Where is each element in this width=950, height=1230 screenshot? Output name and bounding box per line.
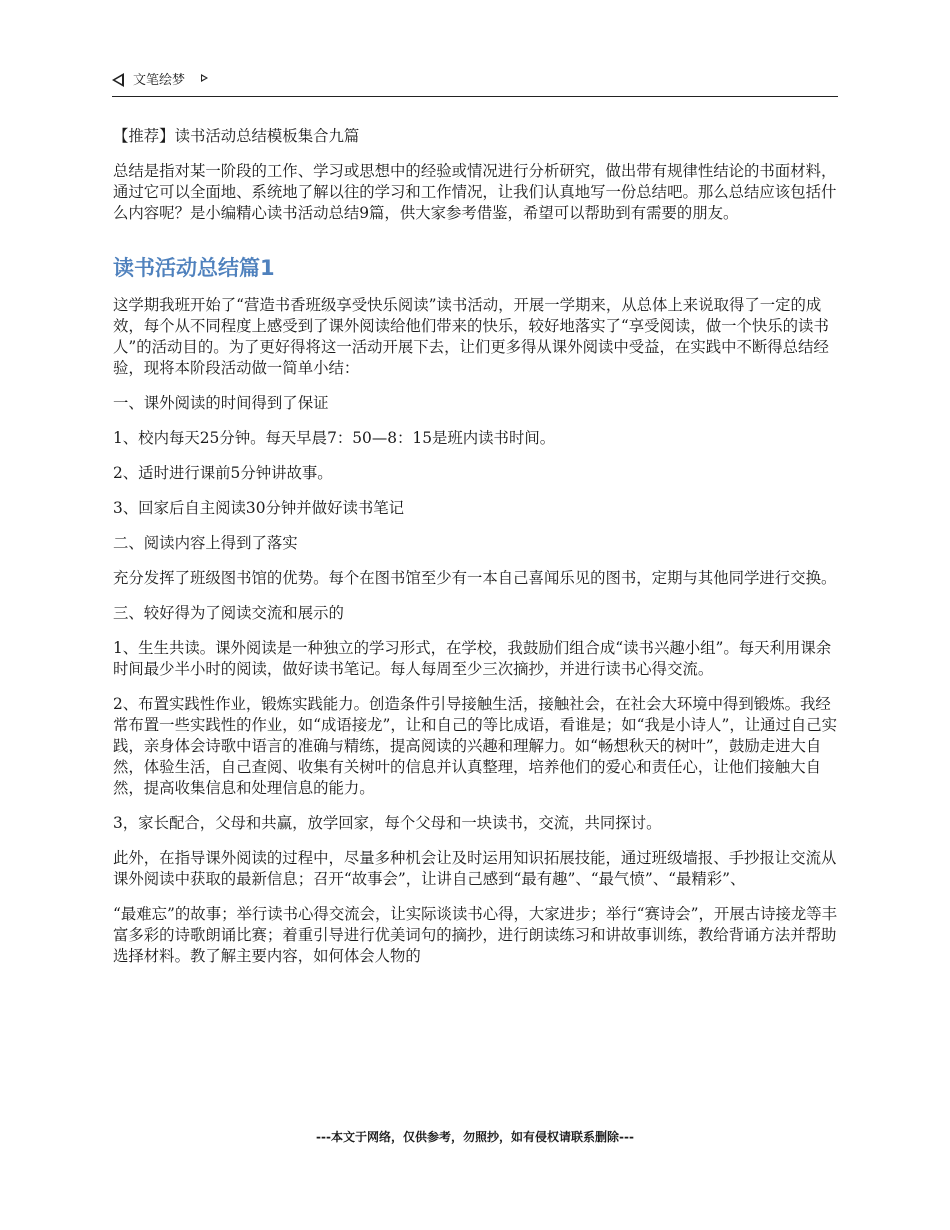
header-title: 文笔绘梦 (133, 73, 186, 88)
body-paragraph: 2、布置实践性作业，锻炼实践能力。创造条件引导接触生活，接触社会，在社会大环境中得到锻炼。我经常布置一些实践性的作业，如“成语接龙”，让和自己的等比成语，看谁是；如“我是小诗人”，让通过自己实践，亲身体会诗歌中语言的准确与精练，提高阅读的兴趣和理解力。如“畅想秋天的树叶”，鼓励走进大自然，体验生活，自己查阅、收集有关树叶的信息并认真整理，培养他们的爱心和责任心，让他们接触大自然，提高收集信息和处理信息的能力。 (113, 695, 838, 797)
document-title: 【推荐】读书活动总结模板集合九篇 (113, 127, 360, 145)
body-paragraph: 此外，在指导课外阅读的过程中，尽量多种机会让及时运用知识拓展技能，通过班级墙报、手抄报让交流从课外阅读中获取的最新信息；召开“故事会”，让讲自己感到“最有趣”、“最气愤”、“最精彩”、 (113, 849, 837, 888)
triangle-left-icon (112, 73, 124, 87)
body-paragraph: 充分发挥了班级图书馆的优势。每个在图书馆至少有一本自己喜闻乐见的图书，定期与其他同学进行交换。 (113, 569, 837, 587)
body-paragraph: 一、课外阅读的时间得到了保证 (113, 394, 329, 412)
section-heading: 读书活动总结篇1 (113, 256, 275, 280)
body-paragraph: 2、适时进行课前5分钟讲故事。 (113, 464, 333, 482)
body-paragraph: 这学期我班开始了“营造书香班级享受快乐阅读”读书活动，开展一学期来，从总体上来说取得了一定的成效，每个从不同程度上感受到了课外阅读给他们带来的快乐，较好地落实了“享受阅读，做一个快乐的读书人”的活动目的。为了更好得将这一活动开展下去，让们更多得从课外阅读中受益，在实践中不断得总结经验，现将本阶段活动做一简单小结： (113, 296, 829, 377)
body-paragraph: 3，家长配合，父母和共赢，放学回家，每个父母和一块读书，交流，共同探讨。 (113, 814, 662, 832)
body-paragraph: 1、校内每天25分钟。每天早晨7：50—8：15是班内读书时间。 (113, 429, 556, 447)
intro-paragraph: 总结是指对某一阶段的工作、学习或思想中的经验或情况进行分析研究，做出带有规律性结论的书面材料，通过它可以全面地、系统地了解以往的学习和工作情况，让我们认真地写一份总结吧。那么总结应该包括什么内容呢？是小编精心读书活动总结9篇，供大家参考借鉴，希望可以帮助到有需要的朋友。 (113, 162, 837, 222)
page-header (112, 72, 838, 97)
body-paragraph: 二、阅读内容上得到了落实 (113, 534, 298, 552)
document-body (113, 126, 839, 981)
body-paragraph: 三、较好得为了阅读交流和展示的 (113, 604, 344, 622)
triangle-right-icon (201, 74, 208, 82)
body-paragraph: 3、回家后自主阅读30分钟并做好读书笔记 (113, 499, 405, 517)
body-paragraph: 1、生生共读。课外阅读是一种独立的学习形式，在学校，我鼓励们组合成“读书兴趣小组”。每天利用课余时间最少半小时的阅读，做好读书笔记。每人每周至少三次摘抄，并进行读书心得交流。 (113, 639, 832, 678)
body-paragraph: “最难忘”的故事；举行读书心得交流会，让实际谈读书心得，大家进步；举行“赛诗会”，开展古诗接龙等丰富多彩的诗歌朗诵比赛；着重引导进行优美词句的摘抄，进行朗读练习和讲故事训练，教给背诵方法并帮助选择材料。教了解主要内容，如何体会人物的 (113, 905, 838, 965)
footer-disclaimer: ---本文于网络，仅供参考，勿照抄，如有侵权请联系删除--- (316, 1130, 634, 1144)
